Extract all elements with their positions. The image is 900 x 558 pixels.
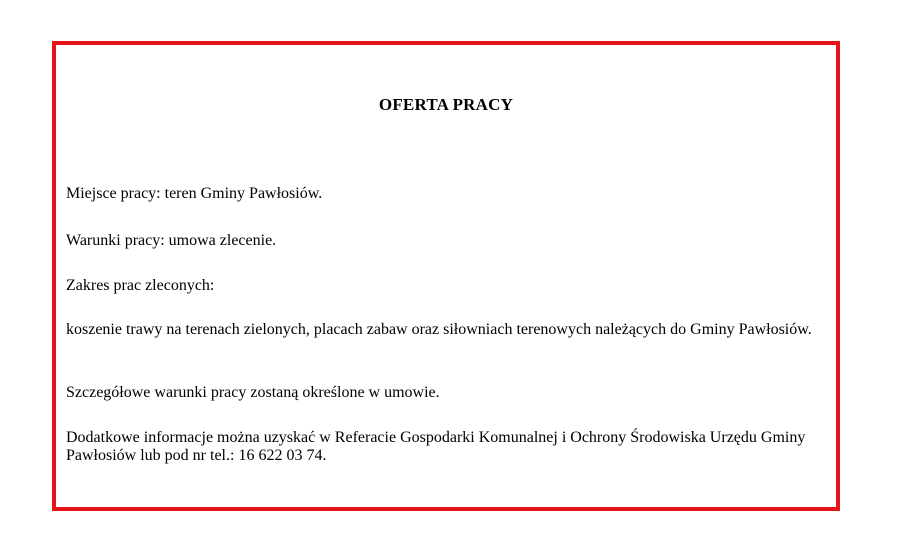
paragraph-work-conditions: Warunki pracy: umowa zlecenie. <box>66 232 277 249</box>
paragraph-scope-heading: Zakres prac zleconych: <box>66 277 215 294</box>
paragraph-workplace: Miejsce pracy: teren Gminy Pawłosiów. <box>66 185 323 202</box>
paragraph-scope-details: koszenie trawy na terenach zielonych, placach zabaw oraz siłowniach terenowych należących do Gminy Pawłosiów. <box>66 321 812 338</box>
paragraph-contact-info: Dodatkowe informacje można uzyskać w Referacie Gospodarki Komunalnej i Ochrony Środowiska Urzędu Gminy Pawłosiów lub pod nr tel.: 16 622 03 74. <box>66 429 806 464</box>
document-title: OFERTA PRACY <box>378 95 514 114</box>
job-offer-frame <box>52 41 840 511</box>
paragraph-contract-details: Szczegółowe warunki pracy zostaną określone w umowie. <box>66 384 440 401</box>
